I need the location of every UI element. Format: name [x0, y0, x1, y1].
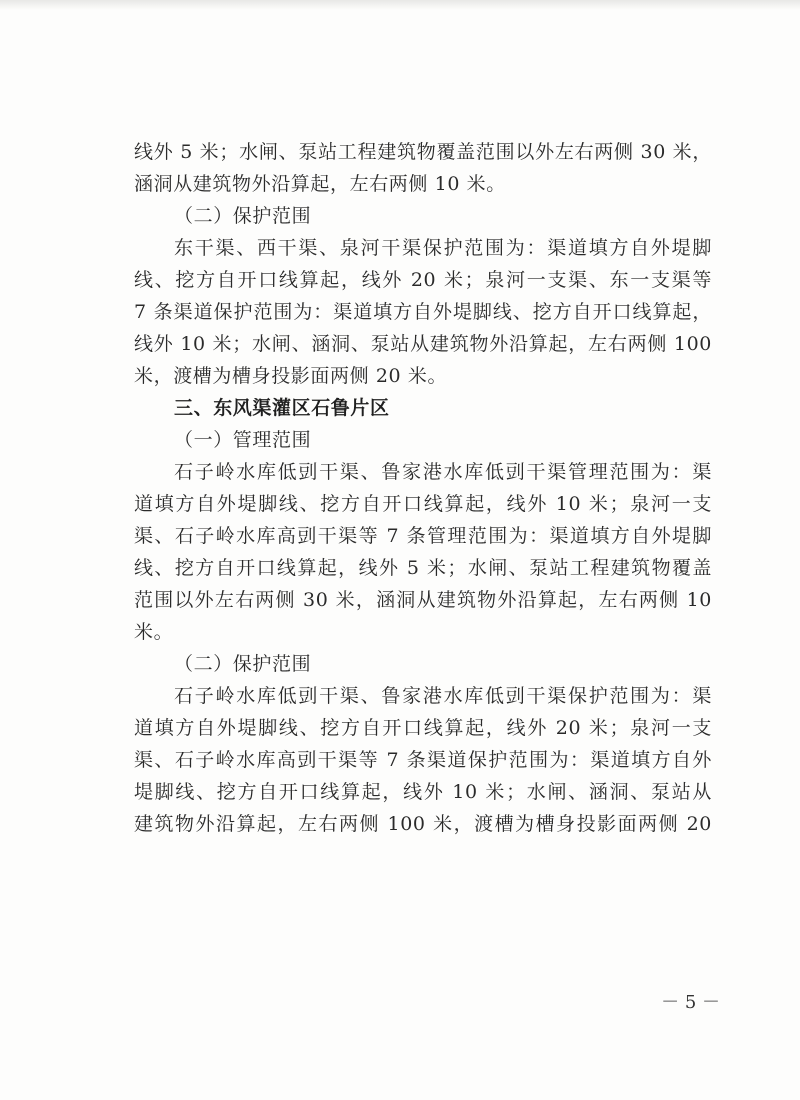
text-line: 线外 10 米；水闸、涵洞、泵站从建筑物外沿算起，左右两侧 100	[134, 333, 712, 355]
page-number: － 5 －	[661, 992, 720, 1013]
text-line: 涵洞从建筑物外沿算起，左右两侧 10 米。	[134, 173, 506, 195]
text-line: 线、挖方自开口线算起，线外 20 米；泉河一支渠、东一支渠等	[134, 269, 712, 291]
text-line: 石子岭水库低剅干渠、鲁家港水库低剅干渠保护范围为：渠	[174, 685, 712, 707]
text-line: 范围以外左右两侧 30 米，涵洞从建筑物外沿算起，左右两侧 10	[134, 589, 712, 611]
text-line: 堤脚线、挖方自开口线算起，线外 10 米；水闸、涵洞、泵站从	[134, 781, 712, 803]
section-subheading: （二）保护范围	[174, 205, 312, 227]
text-line: 渠、石子岭水库高剅干渠等 7 条管理范围为：渠道填方自外堤脚	[134, 525, 712, 547]
text-line: 米，渡槽为槽身投影面两侧 20 米。	[134, 365, 448, 387]
text-line: 建筑物外沿算起，左右两侧 100 米，渡槽为槽身投影面两侧 20	[134, 813, 712, 835]
text-line: 线外 5 米；水闸、泵站工程建筑物覆盖范围以外左右两侧 30 米，	[134, 141, 712, 163]
section-heading: 三、东风渠灌区石鲁片区	[174, 397, 390, 419]
text-line: 东干渠、西干渠、泉河干渠保护范围为：渠道填方自外堤脚	[174, 237, 712, 259]
text-line: 道填方自外堤脚线、挖方自开口线算起，线外 10 米；泉河一支	[134, 493, 712, 515]
scan-edge	[0, 0, 800, 10]
text-line: 渠、石子岭水库高剅干渠等 7 条渠道保护范围为：渠道填方自外	[134, 749, 712, 771]
body-text	[134, 136, 712, 840]
section-subheading: （一）管理范围	[174, 429, 312, 451]
section-subheading: （二）保护范围	[174, 653, 312, 675]
text-line: 7 条渠道保护范围为：渠道填方自外堤脚线、挖方自开口线算起，	[134, 301, 712, 323]
text-line: 米。	[134, 621, 174, 643]
text-line: 石子岭水库低剅干渠、鲁家港水库低剅干渠管理范围为：渠	[174, 461, 712, 483]
text-line: 道填方自外堤脚线、挖方自开口线算起，线外 20 米；泉河一支	[134, 717, 712, 739]
text-line: 线、挖方自开口线算起，线外 5 米；水闸、泵站工程建筑物覆盖	[134, 557, 712, 579]
